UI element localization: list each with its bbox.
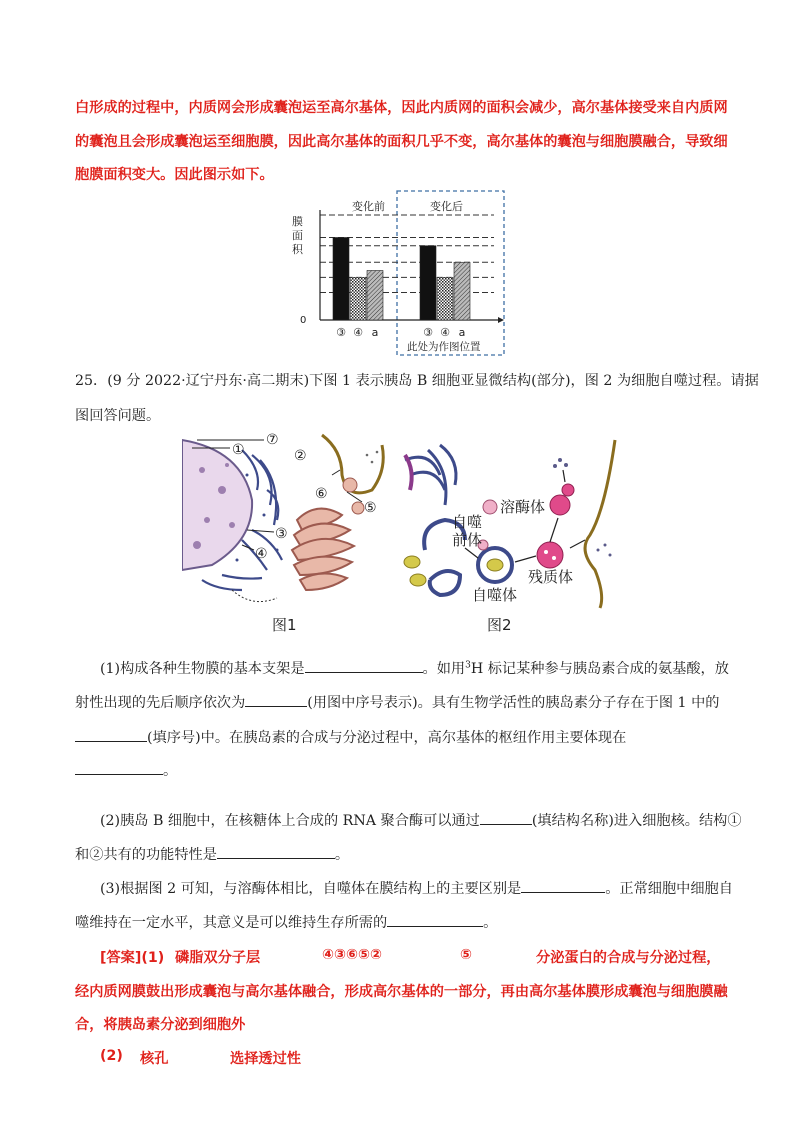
fig2-label-pre-a: 自噬: [452, 513, 483, 531]
answer-q2-1: 核孔: [140, 1051, 169, 1067]
fig1-label-1: ①: [232, 442, 245, 458]
bar-before-1: [350, 277, 366, 320]
tick-label-before-2: a: [371, 326, 379, 339]
q1-blank-4[interactable]: [75, 760, 163, 775]
x-axis-arrow: [498, 317, 504, 323]
membrane-area-chart: [280, 188, 510, 358]
q3-line-1: (3)根据图 2 可知，与溶酶体相比，自噬体在膜结构上的主要区别是 。正常细胞中细胞自: [100, 878, 733, 898]
question-header: 25．(9 分 2022·辽宁丹东·高二期末)下图 1 表示胰岛 B 细胞亚显微结构(部分)，图 2 为细胞自噬过程。请据: [75, 373, 759, 389]
fig2-label-residual: 残质体: [528, 568, 574, 586]
fig1-label-5: ⑤: [364, 500, 377, 516]
fig1-label-6: ⑥: [315, 486, 328, 502]
fig2-label-lysosome: 溶酶体: [500, 498, 546, 516]
intro-line-2: 的囊泡且会形成囊泡运至细胞膜，因此高尔基体的面积几乎不变，高尔基体的囊泡与细胞膜融合，导致细: [75, 134, 728, 150]
group-title-after: 变化后: [430, 200, 463, 213]
tick-label-before-0: ③: [336, 326, 346, 339]
q3-blank-1[interactable]: [521, 878, 605, 893]
drawing-area-caption: 此处为作图位置: [407, 341, 481, 353]
answer-label: [答案](1): [100, 950, 165, 966]
fig2-label-pre-b: 前体: [452, 531, 483, 549]
y-label-char-2: 面: [292, 229, 303, 242]
q2-blank-2[interactable]: [217, 844, 335, 859]
answer-2: ④③⑥⑤②: [322, 947, 383, 963]
figure-1-caption: 图1: [272, 616, 297, 634]
bar-after-0: [420, 246, 436, 320]
q2-line-2: 和②共有的功能特性是 。: [75, 844, 349, 864]
answer-q2-label: (2): [100, 1048, 123, 1064]
q1-line-1: (1)构成各种生物膜的基本支架是 。如用$^3$H 标记某种参与胰岛素合成的氨基酸，放: [100, 658, 729, 678]
tick-label-after-2: a: [458, 326, 466, 339]
tick-label-after-1: ④: [440, 326, 450, 339]
nucleus: [182, 440, 252, 570]
bar-before-0: [333, 238, 349, 321]
group-title-before: 变化前: [352, 200, 385, 213]
question-header-2: 图回答问题。: [75, 408, 161, 424]
bar-after-2: [454, 262, 470, 320]
fig1-label-3: ③: [275, 526, 288, 542]
figure-2-caption: 图2: [487, 616, 512, 634]
q1-blank-2[interactable]: [245, 692, 307, 707]
y-label-char-1: 膜: [292, 215, 303, 228]
answer-q2-2: 选择透过性: [230, 1051, 301, 1067]
drawing-area-box: [397, 191, 504, 355]
intro-line-3: 胞膜面积变大。因此图示如下。: [75, 167, 274, 183]
residual-body: [537, 542, 563, 568]
answer-3: ⑤: [460, 947, 473, 963]
q1-line-2: 射性出现的先后顺序依次为 (用图中序号表示)。具有生物学活性的胰岛素分子存在于图 1 中的: [75, 692, 719, 712]
origin-label: 0: [300, 315, 307, 326]
q1-line-4: 。: [75, 760, 177, 780]
q2-blank-1[interactable]: [480, 810, 532, 825]
figure-1: [182, 430, 392, 610]
fig2-label-autophagosome: 自噬体: [472, 586, 518, 604]
q1-blank-3[interactable]: [75, 727, 147, 742]
answer-4-line-2: 经内质网膜鼓出形成囊泡与高尔基体融合，形成高尔基体的一部分，再由高尔基体膜形成囊泡与细胞膜融: [75, 984, 728, 1000]
figure-2: [400, 430, 620, 610]
y-label-char-3: 积: [292, 243, 303, 256]
tick-label-after-0: ③: [423, 326, 433, 339]
q3-line-2: 噬维持在一定水平，其意义是可以维持生存所需的 。: [75, 912, 497, 932]
q1-line-3: (填序号)中。在胰岛素的合成与分泌过程中，高尔基体的枢纽作用主要体现在: [75, 727, 626, 747]
q1-blank-1[interactable]: [305, 658, 423, 673]
bar-before-2: [367, 271, 383, 321]
q3-blank-2[interactable]: [387, 912, 483, 927]
fig1-label-4: ④: [255, 546, 268, 562]
fig1-label-7: ⑦: [266, 432, 279, 448]
q2-line-1: (2)胰岛 B 细胞中，在核糖体上合成的 RNA 聚合酶可以通过 (填结构名称)进入细胞核。结构①: [100, 810, 742, 830]
answer-4-line-3: 合，将胰岛素分泌到细胞外: [75, 1017, 246, 1033]
intro-line-1: 白形成的过程中，内质网会形成囊泡运至高尔基体，因此内质网的面积会减少，高尔基体接受来自内质网: [75, 100, 728, 116]
tick-label-before-1: ④: [353, 326, 363, 339]
answer-1: 磷脂双分子层: [175, 950, 261, 966]
answer-4: 分泌蛋白的合成与分泌过程，: [536, 950, 721, 966]
bar-after-1: [437, 277, 453, 320]
fig1-label-2: ②: [294, 448, 307, 464]
